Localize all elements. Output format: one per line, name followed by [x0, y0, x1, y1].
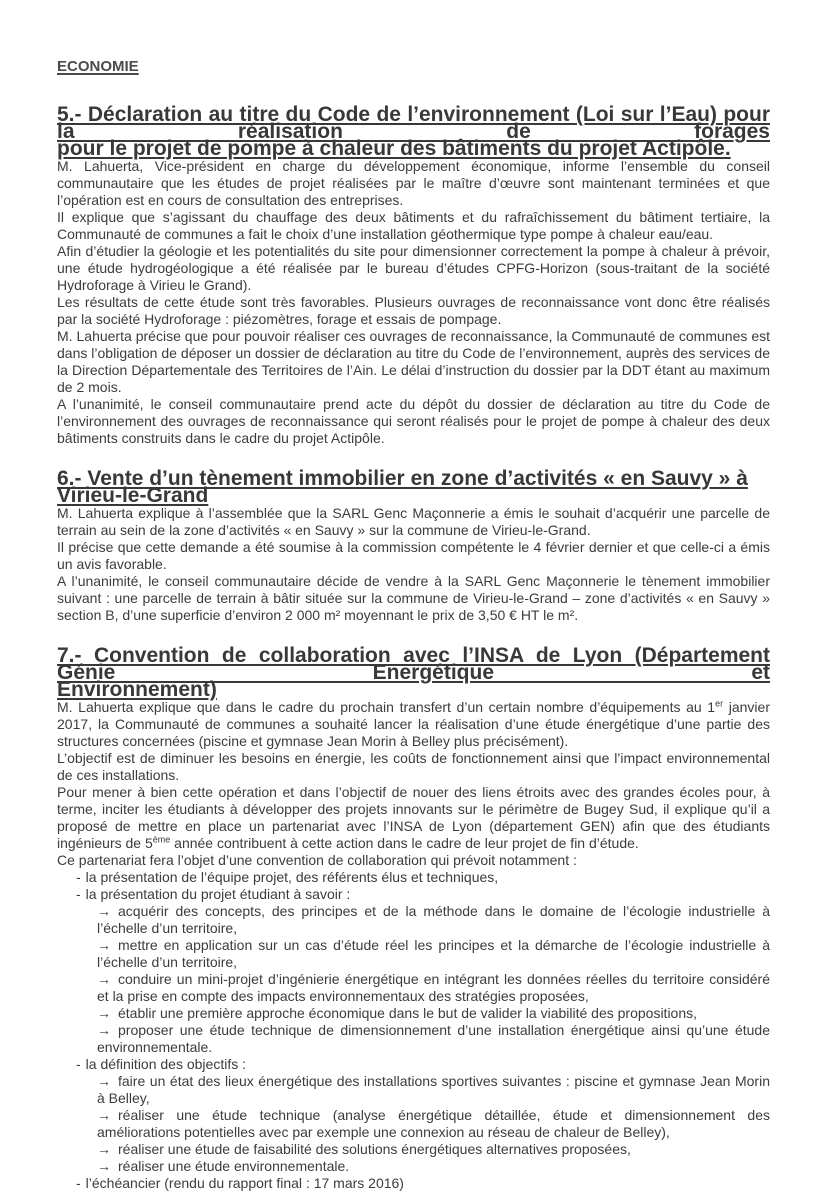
list-item — [57, 903, 770, 937]
paragraph: A l’unanimité, le conseil communautaire décide de vendre à la SARL Genc Maçonnerie le tènement immobilier suivant : une parcelle de terrain à bâtir située sur la commune de Virieu-le-Grand – zone d’activités « en Sauvy » section B, d’une superficie d’environ 2 000 m² moyennant le prix de 3,50 € HT le m². — [57, 573, 770, 623]
list-item-text: établir une première approche économique dans le but de valider la viabilité des propositions, — [118, 1005, 698, 1021]
paragraph: Les résultats de cette étude sont très favorables. Plusieurs ouvrages de reconnaissance vont donc être réalisés par la société Hydroforage : piézomètres, forage et essais de pompage. — [57, 294, 770, 327]
list-item-text: réaliser une étude technique (analyse énergétique détaillée, étude et dimensionnement des améliorations potentielles avec par exemple une connexion au réseau de chaleur de Belley), — [97, 1107, 770, 1140]
paragraph — [57, 784, 770, 852]
arrow-bullet: → — [97, 1005, 111, 1021]
list-item — [57, 1056, 770, 1073]
paragraph-text: janvier 2017, la Communauté de communes a souhaité lancer la réalisation d’une étude énergétique d’une partie des structures concernées (piscine et gymnase Jean Morin à Belley plus précisément). — [57, 699, 770, 749]
list-item — [57, 1005, 770, 1022]
page-title-text: ECONOMIE — [57, 58, 139, 75]
arrow-bullet: → — [97, 937, 111, 953]
list-item — [57, 937, 770, 971]
list-item — [57, 1158, 770, 1175]
list-item-text: l’échéancier (rendu du rapport final : 17 mars 2016) — [85, 1175, 404, 1191]
paragraph: M. Lahuerta précise que pour pouvoir réaliser ces ouvrages de reconnaissance, la Communauté de communes est dans l’obligation de déposer un dossier de déclaration au titre du Code de l’environnement, auprès des services de la Direction Départementale des Territoires de l’Ain. Le délai d’instruction du dossier par la DDT étant au maximum de 2 mois. — [57, 328, 770, 395]
paragraph: M. Lahuerta explique à l’assemblée que la SARL Genc Maçonnerie a émis le souhait d’acquérir une parcelle de terrain au sein de la zone d’activités « en Sauvy » sur la commune de Virieu-le-Grand. — [57, 505, 770, 538]
dash-bullet: - — [76, 1056, 81, 1072]
arrow-bullet: → — [97, 1073, 111, 1089]
dash-bullet: - — [76, 886, 81, 902]
paragraph: Afin d’étudier la géologie et les potentialités du site pour dimensionner correctement la pompe à chaleur à prévoir, une étude hydrogéologique a été réalisée par le bureau d’études CPFG-Horizon (sous-traitant de la société Hydroforage à Virieu le Grand). — [57, 243, 770, 293]
list-item — [57, 1022, 770, 1056]
paragraph-text: Pour mener à bien cette opération et dans l’objectif de nouer des liens étroits avec des grandes écoles pour, à terme, inciter les étudiants à développer des projets innovants sur le périmètre de Bugey Sud, il explique qu’il a proposé de mettre en place un partenariat avec l’INSA de Lyon (département GEN) afin que des étudiants ingénieurs de 5 — [57, 784, 770, 851]
section-5-heading-line: pour le projet de pompe à chaleur des bâtiments du projet Actipôle. — [57, 137, 731, 160]
section-5 — [57, 103, 770, 447]
paragraph-text: M. Lahuerta explique que dans le cadre du prochain transfert d’un certain nombre d’équipements au 1 — [57, 699, 716, 715]
list-item-text: faire un état des lieux énergétique des installations sportives suivantes : piscine et gymnase Jean Morin à Belley, — [97, 1073, 770, 1106]
section-7-heading-line: 7.- Convention de collaboration avec l’INSA de Lyon (Département Génie Energétique et — [57, 644, 770, 684]
arrow-bullet: → — [97, 1022, 111, 1038]
list-item-text: proposer une étude technique de dimensionnement d’une installation énergétique ainsi qu’une étude environnementale. — [97, 1022, 770, 1055]
list-item — [57, 1175, 770, 1192]
paragraph: A l’unanimité, le conseil communautaire prend acte du dépôt du dossier de déclaration au titre du Code de l’environnement des ouvrages de reconnaissance qui seront réalisés pour le projet de pompe à chaleur des deux bâtiments construits dans le cadre du projet Actipôle. — [57, 396, 770, 446]
paragraph: Il précise que cette demande a été soumise à la commission compétente le 4 février dernier et que celle-ci a émis un avis favorable. — [57, 539, 770, 572]
dash-bullet: - — [76, 1175, 81, 1191]
arrow-bullet: → — [97, 903, 111, 919]
list-item — [57, 971, 770, 1005]
paragraph: Ce partenariat fera l’objet d’une convention de collaboration qui prévoit notamment : — [57, 852, 577, 868]
paragraph: Il explique que s’agissant du chauffage des deux bâtiments et du rafraîchissement du bâtiment tertiaire, la Communauté de communes a fait le choix d’une installation géothermique type pompe à chaleur eau/eau. — [57, 209, 770, 242]
page-title — [57, 58, 770, 76]
arrow-bullet: → — [97, 1158, 111, 1174]
list-item-text: réaliser une étude environnementale. — [118, 1158, 350, 1174]
list-item — [57, 886, 770, 903]
section-5-heading — [57, 103, 770, 160]
dash-bullet: - — [76, 869, 81, 885]
paragraph-text: année contribuent à cette action dans le cadre de leur projet de fin d’étude. — [170, 835, 639, 851]
arrow-bullet: → — [97, 971, 111, 987]
section-6-heading-line: 6.- Vente d’un tènement immobilier en zone d’activités « en Sauvy » à Virieu-le-Grand — [57, 467, 748, 507]
arrow-bullet: → — [97, 1107, 111, 1123]
paragraph — [57, 699, 770, 750]
list-item — [57, 869, 770, 886]
list-item-text: acquérir des concepts, des principes et de la méthode dans le domaine de l’écologie industrielle à l’échelle d’un territoire, — [97, 903, 770, 936]
paragraph: L’objectif est de diminuer les besoins en énergie, les coûts de fonctionnement ainsi que l’impact environnemental de ces installations. — [57, 750, 770, 783]
list-item-text: mettre en application sur un cas d’étude réel les principes et la démarche de l’écologie industrielle à l’échelle d’un territoire, — [97, 937, 770, 970]
superscript: er — [715, 698, 724, 709]
paragraph: M. Lahuerta, Vice-président en charge du développement économique, informe l’ensemble du conseil communautaire que les études de projet réalisées par le maître d’œuvre sont maintenant terminées et que l’opération est en cours de consultation des entreprises. — [57, 158, 770, 208]
section-5-heading-line: 5.- Déclaration au titre du Code de l’environnement (Loi sur l’Eau) pour la réalisation de forages — [57, 103, 770, 143]
list-item-text: la présentation de l’équipe projet, des référents élus et techniques, — [85, 869, 499, 885]
list-item — [57, 1141, 770, 1158]
section-7-heading-line: Environnement) — [57, 678, 217, 701]
list-item — [57, 1073, 770, 1107]
arrow-bullet: → — [97, 1141, 111, 1157]
list-item — [57, 1107, 770, 1141]
section-7-heading — [57, 644, 770, 701]
list-item-text: réaliser une étude de faisabilité des solutions énergétiques alternatives proposées, — [118, 1141, 631, 1157]
list-item-text: la présentation du projet étudiant à savoir : — [85, 886, 351, 902]
list-item-text: la définition des objectifs : — [85, 1056, 246, 1072]
superscript: ème — [152, 834, 171, 845]
list-item-text: conduire un mini-projet d’ingénierie énergétique en intégrant les données réelles du territoire considéré et la prise en compte des impacts environnementaux des stratégies proposées, — [97, 971, 770, 1004]
section-7 — [57, 644, 770, 1192]
section-6-heading — [57, 467, 770, 507]
section-6 — [57, 467, 770, 624]
